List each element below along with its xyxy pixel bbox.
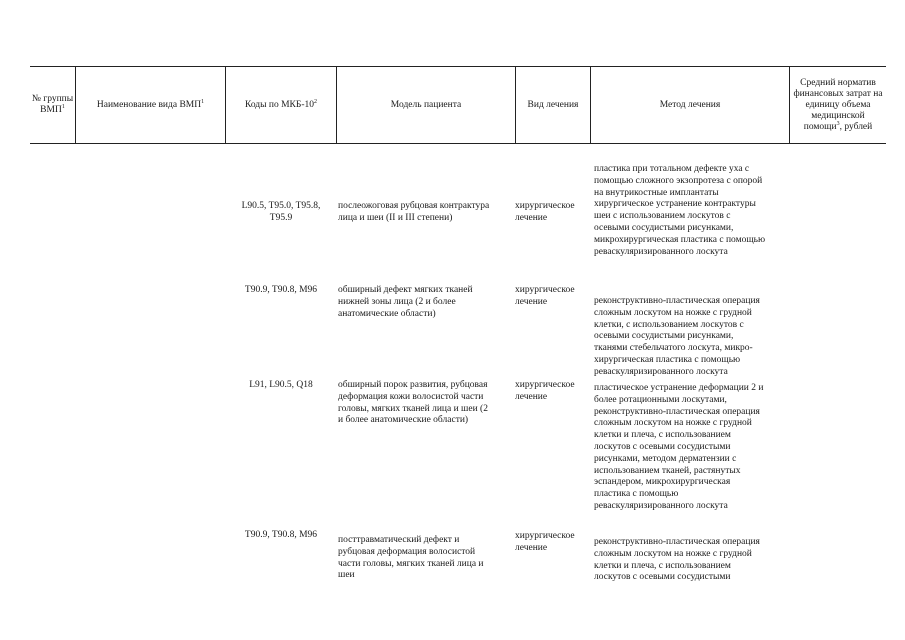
- footnote-mark: 1: [201, 98, 205, 105]
- header-col-group-number-text: № группы ВМП: [31, 94, 74, 115]
- header-col-group-number: [30, 67, 75, 143]
- row-4-patient-model: посттравматический дефект и рубцовая деформация волосистой части головы, мягких тканей лица и шеи: [338, 535, 484, 581]
- row-4-treatment-method: реконструктивно-пластическая операция сложным лоскутом на ножке с грудной клетки и плеча, с использованием лоскутов с осевыми сосудистыми: [594, 537, 760, 583]
- row-2-patient-model: обширный дефект мягких тканей нижней зоны лица (2 и более анатомические области): [338, 285, 473, 319]
- row-1-treatment-type: хирургическое лечение: [515, 201, 575, 223]
- header-col-patient-model: [337, 67, 515, 143]
- header-col-vmp-name: [76, 67, 225, 143]
- row-3-patient-model: обширный порок развития, рубцовая деформация кожи волосистой части головы, мягких тканей лица и шеи (2 и более анатомические области): [338, 380, 488, 426]
- header-col-icd-codes: [226, 67, 336, 143]
- header-col-treatment-type: [516, 67, 590, 143]
- footnote-mark: 1: [61, 103, 65, 110]
- row-4-treatment-type: хирургическое лечение: [515, 531, 575, 553]
- row-1-codes: L90.5, T95.0, T95.8, T95.9: [241, 201, 321, 223]
- header-col-treatment-method: [591, 67, 789, 143]
- header-col-cost-standard-unit: , рублей: [839, 121, 873, 132]
- row-2-treatment-method: реконструктивно-пластическая операция сложным лоскутом на ножке с грудной клетки, с использованием лоскутов с осевыми сосудистыми рисунками, тканями стебельчатого лоскута, микро- хирургическая пластика с помощью реваскуляризированного лоскута: [594, 296, 760, 377]
- footnote-mark: 2: [314, 98, 318, 105]
- header-col-icd-codes-text: Коды по МКБ-10: [244, 99, 315, 110]
- header-col-vmp-name-text: Наименование вида ВМП: [96, 99, 202, 110]
- row-2-treatment-type: хирургическое лечение: [515, 285, 575, 307]
- row-3-codes: L91, L90.5, Q18: [249, 380, 313, 390]
- header-col-cost-standard: [790, 67, 886, 143]
- row-1-patient-model: послеожоговая рубцовая контрактура лица и шеи (II и III степени): [338, 201, 490, 223]
- header-bottom-border: [30, 143, 886, 144]
- header-col-cost-standard-text: Средний норматив финансовых затрат на единицу объема медицинской помощи: [793, 77, 883, 132]
- row-3-treatment-type: хирургическое лечение: [515, 380, 575, 402]
- header-col-treatment-type-text: Вид лечения: [527, 99, 579, 110]
- row-4-codes: T90.9, T90.8, M96: [244, 530, 318, 540]
- row-1-treatment-method: пластика при тотальном дефекте уха с помощью сложного экзопротеза с опорой на внутрикостные имплантаты хирургическое устранение контрактуры шеи с использованием лоскутов с осевыми сосудистыми рисунками, микрохирургическая пластика с помощью реваскуляризированного лоскута: [594, 164, 766, 257]
- header-col-treatment-method-text: Метод лечения: [659, 99, 721, 110]
- row-3-treatment-method: пластическое устранение деформации 2 и более ротационными лоскутами, реконструктивно-пластическая операция сложным лоскутом на ножке с грудной клетки и плеча, с использованием лоскутов с осевыми сосудистыми рисунками, методом дерматензии с использованием тканей, растянутых эспандером, микрохирургическая пластика с помощью реваскуляризированного лоскута: [594, 383, 764, 511]
- row-2-codes: T90.9, T90.8, M96: [244, 285, 318, 295]
- footnote-mark: 3: [836, 120, 840, 127]
- header-col-patient-model-text: Модель пациента: [390, 99, 462, 110]
